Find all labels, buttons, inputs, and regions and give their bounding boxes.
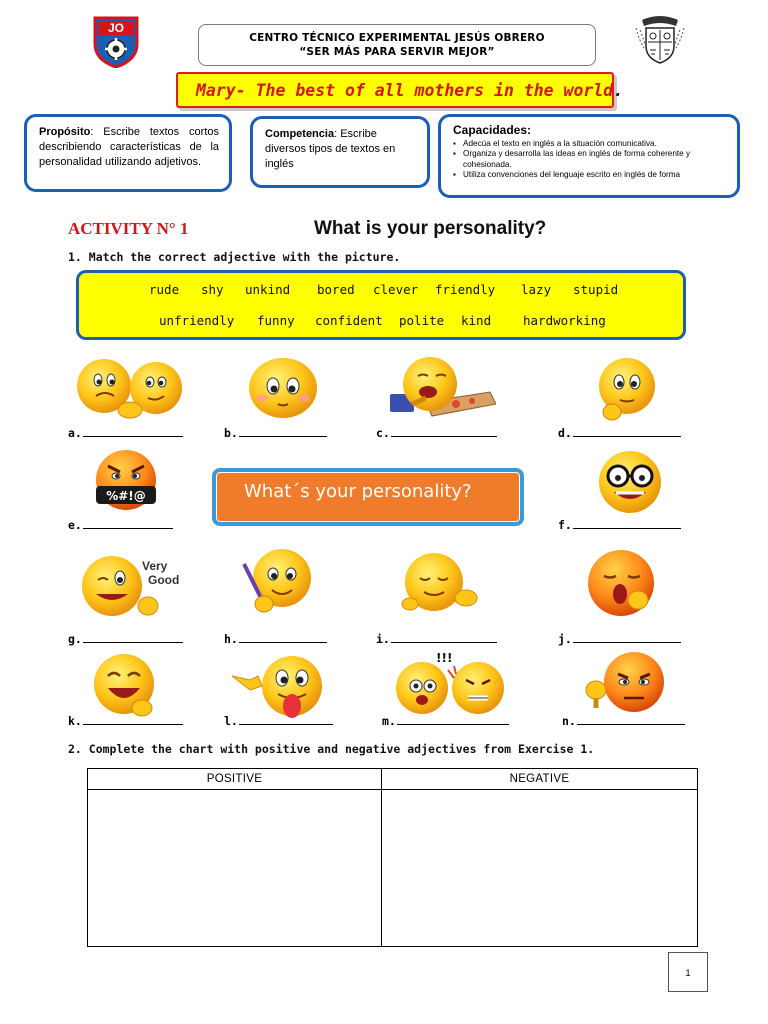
capacity-item: ▪ Utiliza convenciones del lenguaje escrito en inglés de forma bbox=[453, 170, 729, 180]
coat-of-arms-logo bbox=[632, 14, 688, 66]
blank-label: c. bbox=[376, 426, 390, 440]
answer-blank-g[interactable] bbox=[68, 632, 183, 646]
word-item: funny bbox=[257, 313, 295, 328]
good-text: Good bbox=[148, 573, 180, 587]
positive-negative-chart bbox=[87, 768, 698, 947]
word-item: unfriendly bbox=[159, 313, 235, 328]
blank-label: g. bbox=[68, 632, 82, 646]
personality-banner: What´s your personality? bbox=[212, 468, 524, 526]
polite-bowing-emoji bbox=[398, 550, 482, 618]
thinking-face-emoji bbox=[596, 356, 658, 422]
lazy-pizza-emoji bbox=[386, 354, 496, 424]
answer-blank-a[interactable] bbox=[68, 426, 183, 440]
answer-blank-d[interactable] bbox=[558, 426, 681, 440]
blank-label: i. bbox=[376, 632, 390, 646]
blank-label: l. bbox=[224, 714, 238, 728]
blank-label: a. bbox=[68, 426, 82, 440]
lesson-title: Mary- The best of all mothers in the world bbox=[196, 81, 614, 100]
word-item: clever bbox=[373, 282, 419, 297]
word-item: polite bbox=[399, 313, 445, 328]
capacities-list bbox=[453, 139, 729, 181]
positive-header: POSITIVE bbox=[88, 769, 382, 790]
funny-laughing-emoji bbox=[90, 650, 162, 720]
word-item: friendly bbox=[435, 282, 496, 297]
competence-text: : Escribe diversos tipos de textos en inglés bbox=[265, 128, 396, 170]
word-item: unkind bbox=[245, 282, 291, 297]
capacity-item: ▪ Adecúa el texto en inglés a la situación comunicativa. bbox=[453, 139, 729, 149]
rude-swearing-emoji bbox=[90, 448, 162, 516]
blank-label: m. bbox=[382, 714, 396, 728]
blank-label: j. bbox=[558, 632, 572, 646]
answer-blank-l[interactable] bbox=[224, 714, 333, 728]
competence-box bbox=[250, 116, 430, 188]
blank-label: f. bbox=[558, 518, 572, 532]
very-good-thumbs-up-emoji bbox=[78, 550, 182, 622]
word-item: kind bbox=[461, 313, 492, 328]
blank-label: b. bbox=[224, 426, 238, 440]
logo-text: JO bbox=[107, 21, 125, 35]
word-item: confident bbox=[315, 313, 383, 328]
word-item: rude bbox=[149, 282, 180, 297]
word-bank bbox=[76, 270, 686, 340]
capacities-box bbox=[438, 114, 740, 198]
shy-face-emoji bbox=[246, 356, 320, 420]
svg-text:!!!: !!! bbox=[436, 651, 453, 665]
school-shield-logo bbox=[92, 16, 140, 68]
blank-label: n. bbox=[562, 714, 576, 728]
word-item: hardworking bbox=[523, 313, 606, 328]
activity-label: ACTIVITY N° 1 bbox=[68, 219, 189, 238]
word-item: shy bbox=[201, 282, 224, 297]
answer-blank-e[interactable] bbox=[68, 518, 173, 532]
word-item: lazy bbox=[521, 282, 552, 297]
negative-header: NEGATIVE bbox=[381, 769, 697, 790]
capacities-label: Capacidades: bbox=[453, 123, 532, 137]
answer-blank-b[interactable] bbox=[224, 426, 327, 440]
lesson-title-banner bbox=[176, 72, 624, 108]
unkind-thumbs-down-emoji bbox=[576, 650, 670, 718]
clever-glasses-emoji bbox=[596, 448, 664, 516]
instruction-2: 2. Complete the chart with positive and negative adjectives from Exercise 1. bbox=[68, 742, 595, 756]
lesson-title-period: . bbox=[613, 81, 624, 100]
blank-label: k. bbox=[68, 714, 82, 728]
answer-blank-c[interactable] bbox=[376, 426, 497, 440]
school-name: CENTRO TÉCNICO EXPERIMENTAL JESÚS OBRERO bbox=[249, 32, 545, 44]
answer-blank-j[interactable] bbox=[558, 632, 681, 646]
answer-blank-f[interactable] bbox=[558, 518, 681, 532]
word-item: stupid bbox=[573, 282, 619, 297]
competence-label: Competencia bbox=[265, 128, 335, 140]
answer-blank-m[interactable] bbox=[382, 714, 509, 728]
answer-blank-n[interactable] bbox=[562, 714, 685, 728]
instruction-1: 1. Match the correct adjective with the picture. bbox=[68, 250, 401, 264]
school-header bbox=[198, 24, 596, 66]
word-item: bored bbox=[317, 282, 355, 297]
positive-cell[interactable] bbox=[88, 790, 382, 947]
answer-blank-i[interactable] bbox=[376, 632, 497, 646]
school-motto: “SER MÁS PARA SERVIR MEJOR” bbox=[299, 46, 495, 58]
answer-blank-h[interactable] bbox=[224, 632, 327, 646]
two-faces-handshake-emoji bbox=[74, 356, 184, 422]
hardworking-writing-emoji bbox=[238, 546, 318, 618]
negative-cell[interactable] bbox=[381, 790, 697, 947]
very-text: Very bbox=[142, 559, 168, 573]
page-number: 1 bbox=[668, 952, 708, 992]
blank-label: e. bbox=[68, 518, 82, 532]
blank-label: d. bbox=[558, 426, 572, 440]
bored-yawning-emoji bbox=[584, 546, 658, 620]
activity-question: What is your personality? bbox=[314, 218, 547, 239]
answer-blank-k[interactable] bbox=[68, 714, 183, 728]
unfriendly-fighting-emoji bbox=[386, 650, 516, 720]
purpose-label: Propósito bbox=[39, 126, 91, 138]
purpose-box bbox=[24, 114, 232, 192]
blank-label: h. bbox=[224, 632, 238, 646]
capacity-item: ▪ Organiza y desarrolla las ideas en inglés de forma coherente y cohesionada. bbox=[453, 149, 729, 170]
symbols-text: %#!@ bbox=[106, 489, 146, 503]
purpose-text: : Escribe textos cortos describiendo características de la personalidad utilizando adjetivos. bbox=[39, 126, 219, 168]
